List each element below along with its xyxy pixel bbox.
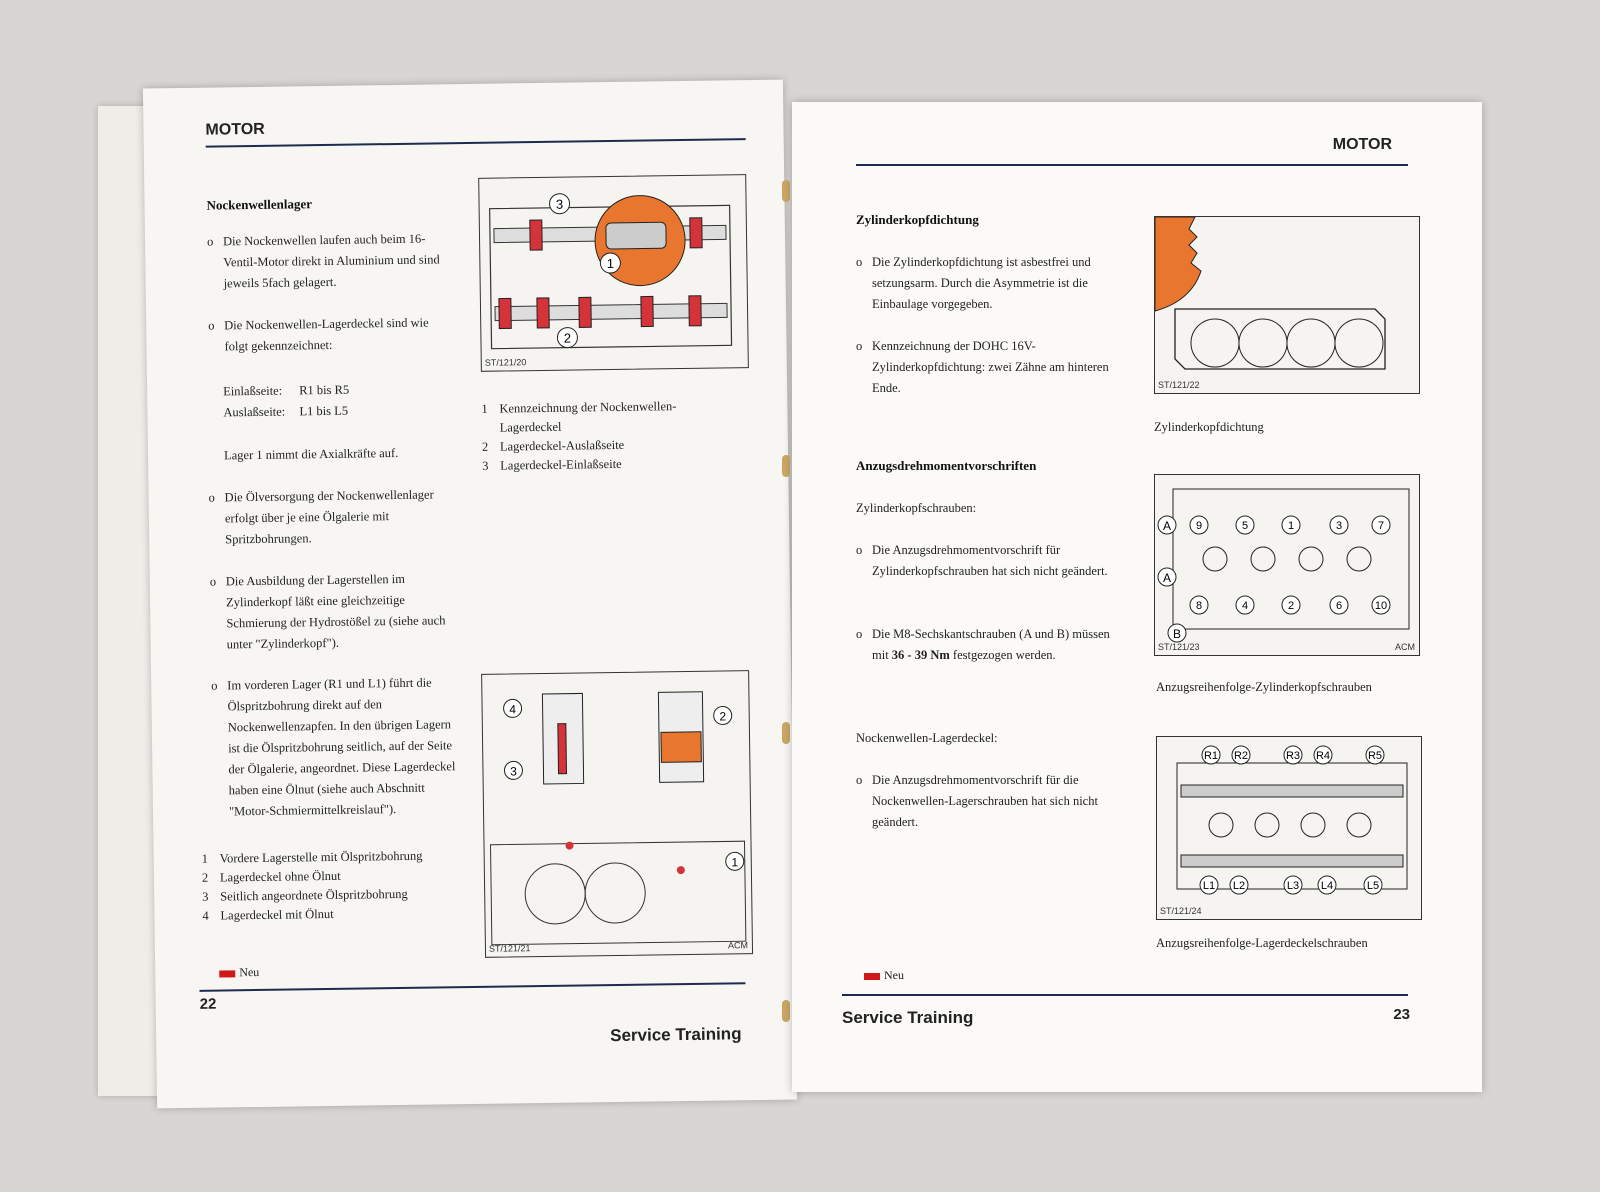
camshaft-diagram bbox=[479, 175, 748, 371]
left-bullet-4: o Die Ausbildung der Lagerstellen im Zylinderkopf läßt eine gleichzeitige Schmierung der Hydrostößel zu (siehe auch unter "Zylinderkopf"). bbox=[209, 571, 446, 652]
right-header-rule bbox=[856, 164, 1408, 166]
neu-red-swatch bbox=[219, 970, 235, 977]
svg-text:A: A bbox=[1162, 571, 1172, 585]
head-bolt-top-label: 5 bbox=[1241, 520, 1249, 532]
left-bullet-5: o Im vorderen Lager (R1 und L1) führt die Ölspritzbohrung direkt auf den Nockenwellenzapfen. In den übrigen Lagern ist die Ölspritzbohrung seitlich, auf der Seite der Ölgalerie, angeordnet. Diese Lagerdeckel haben eine Ölnut (siehe auch Abschnitt "Motor-Schmiermittelkreislauf"). bbox=[211, 675, 456, 819]
right-bullet-1: o Die Zylinderkopfdichtung ist asbestfrei und setzungsarm. Durch die Asymmetrie ist die Einbaulage vorgegeben. bbox=[856, 255, 1091, 311]
left-header: MOTOR bbox=[205, 120, 265, 139]
bearing-cap-bottom-label: L4 bbox=[1320, 880, 1334, 892]
neu-red-swatch bbox=[864, 973, 880, 980]
svg-text:B: B bbox=[1172, 627, 1182, 641]
head-bolt-top-label: 9 bbox=[1195, 520, 1203, 532]
figure-camshaft-bearings bbox=[478, 174, 749, 372]
left-section-title: Nockenwellenlager bbox=[206, 196, 313, 213]
legend-fig1 bbox=[481, 396, 722, 475]
fig2-label: ST/121/21 bbox=[488, 943, 531, 954]
figure-head-bolt-sequence bbox=[1154, 474, 1420, 656]
legend-fig2 bbox=[202, 846, 463, 926]
legend-fig2-item: 2 Lagerdeckel ohne Ölnut bbox=[201, 868, 341, 885]
legend-fig2-item: 1 Vordere Lagerstelle mit Ölspritzbohrung bbox=[201, 848, 423, 866]
bearing-cap-top-label: R5 bbox=[1367, 750, 1383, 762]
left-header-rule bbox=[206, 138, 746, 148]
bearing-cap-top-label: R3 bbox=[1285, 750, 1301, 762]
head-bolt-top-label: 7 bbox=[1377, 520, 1385, 532]
fig4-caption: Anzugsreihenfolge-Zylinderkopfschrauben bbox=[1156, 680, 1372, 694]
left-bullet-3: o Die Ölversorgung der Nockenwellenlager erfolgt über je eine Ölgalerie mit Spritzbohrungen. bbox=[208, 487, 434, 547]
left-page-number: 22 bbox=[199, 995, 217, 1013]
right-page-number: 23 bbox=[1393, 1006, 1410, 1023]
right-bullet-5: o Die Anzugsdrehmomentvorschrift für die Nockenwellen-Lagerschrauben hat sich nicht geändert. bbox=[856, 773, 1098, 829]
fig2-acm: ACM bbox=[727, 940, 748, 951]
head-gasket-diagram bbox=[1155, 217, 1419, 393]
right-header: MOTOR bbox=[1332, 136, 1392, 153]
svg-text:2: 2 bbox=[719, 709, 727, 724]
head-bolt-bottom-label: 10 bbox=[1374, 600, 1388, 612]
auslass-value: L1 bis L5 bbox=[299, 403, 349, 419]
right-bullet-3: o Die Anzugsdrehmomentvorschrift für Zylinderkopfschrauben hat sich nicht geändert. bbox=[856, 543, 1108, 578]
figure-bearing-cap-sequence bbox=[1156, 736, 1422, 920]
binder-ring bbox=[782, 722, 790, 744]
legend-fig2-item: 3 Seitlich angeordnete Ölspritzbohrung bbox=[202, 886, 408, 904]
legend-neu: Neu bbox=[864, 968, 904, 983]
fig3-label: ST/121/22 bbox=[1158, 380, 1200, 390]
bearing-cap-bottom-label: L3 bbox=[1286, 880, 1300, 892]
left-bullet-1: o Die Nockenwellen laufen auch beim 16-Ventil-Motor direkt in Aluminium und sind jeweils 5fach gelagert. bbox=[206, 231, 440, 291]
fig4-acm: ACM bbox=[1395, 642, 1415, 652]
left-footer-rule bbox=[200, 982, 746, 992]
right-footer: Service Training bbox=[842, 1008, 974, 1027]
fig5-label: ST/121/24 bbox=[1160, 906, 1202, 916]
svg-text:1: 1 bbox=[606, 255, 615, 272]
head-bolt-bottom-label: 6 bbox=[1335, 600, 1343, 612]
bearing-cap-top-label: R1 bbox=[1203, 750, 1219, 762]
svg-text:A: A bbox=[1162, 519, 1172, 533]
left-footer: Service Training bbox=[610, 1024, 742, 1046]
bearing-lubrication-diagram bbox=[482, 671, 752, 957]
bearing-cap-top-label: R4 bbox=[1315, 750, 1331, 762]
binder-ring bbox=[782, 1000, 790, 1022]
fig5-caption: Anzugsreihenfolge-Lagerdeckelschrauben bbox=[1156, 936, 1368, 950]
head-bolt-bottom-label: 8 bbox=[1195, 600, 1203, 612]
right-footer-rule bbox=[842, 994, 1408, 996]
svg-text:3: 3 bbox=[555, 196, 564, 212]
left-page bbox=[143, 80, 797, 1109]
bearing-cap-top-label: R2 bbox=[1233, 750, 1249, 762]
fig3-caption: Zylinderkopfdichtung bbox=[1154, 420, 1264, 434]
svg-text:3: 3 bbox=[510, 764, 517, 779]
head-bolt-bottom-label: 4 bbox=[1241, 600, 1249, 612]
bearing-cap-bottom-label: L2 bbox=[1232, 880, 1246, 892]
fig4-label: ST/121/23 bbox=[1158, 642, 1200, 652]
legend-fig1-item: 2 Lagerdeckel-Auslaßseite bbox=[481, 437, 625, 454]
legend-fig2-item: 4 Lagerdeckel mit Ölnut bbox=[202, 906, 334, 923]
figure-bearing-lubrication bbox=[481, 670, 753, 958]
svg-text:2: 2 bbox=[563, 330, 572, 346]
right-bullet-4: o Die M8-Sechskantschrauben (A und B) müssen mit 36 - 39 Nm festgezogen werden. bbox=[856, 627, 1110, 662]
left-bullet-2: o Die Nockenwellen-Lagerdeckel sind wie folgt gekennzeichnet: bbox=[208, 315, 429, 354]
bearing-cap-bottom-label: L1 bbox=[1202, 880, 1216, 892]
right-section-2-title: Anzugsdrehmomentvorschriften bbox=[856, 458, 1037, 473]
legend-fig1-item: 3 Lagerdeckel-Einlaßseite bbox=[482, 456, 622, 473]
auslass-label: Auslaßseite: bbox=[223, 404, 286, 420]
right-section-1-title: Zylinderkopfdichtung bbox=[856, 212, 979, 227]
binder-ring bbox=[782, 180, 790, 202]
right-page bbox=[792, 102, 1482, 1092]
legend-fig1-item: 1 Kennzeichnung der Nockenwellen-Lagerdeckel bbox=[481, 399, 677, 435]
einlass-label: Einlaßseite: bbox=[223, 383, 283, 399]
lager-note: Lager 1 nimmt die Axialkräfte auf. bbox=[223, 445, 399, 463]
figure-head-gasket bbox=[1154, 216, 1420, 394]
head-bolt-bottom-label: 2 bbox=[1287, 600, 1295, 612]
einlass-value: R1 bis R5 bbox=[299, 382, 350, 398]
bearing-cap-sequence-diagram bbox=[1157, 737, 1421, 919]
head-bolt-sequence-diagram bbox=[1155, 475, 1419, 655]
bearing-cap-bottom-label: L5 bbox=[1366, 880, 1380, 892]
right-bullet-2: o Kennzeichnung der DOHC 16V-Zylinderkopfdichtung: zwei Zähne am hinteren Ende. bbox=[856, 339, 1109, 395]
binder-ring bbox=[782, 455, 790, 477]
head-bolt-top-label: 3 bbox=[1335, 520, 1343, 532]
sub-heading-lagerdeckel: Nockenwellen-Lagerdeckel: bbox=[856, 731, 998, 745]
sub-heading-zylinderkopfschrauben: Zylinderkopfschrauben: bbox=[856, 501, 977, 515]
svg-text:4: 4 bbox=[509, 702, 517, 717]
fig1-label: ST/121/20 bbox=[484, 357, 527, 368]
legend-neu: Neu bbox=[219, 965, 259, 981]
head-bolt-top-label: 1 bbox=[1287, 520, 1295, 532]
svg-text:1: 1 bbox=[731, 855, 739, 870]
